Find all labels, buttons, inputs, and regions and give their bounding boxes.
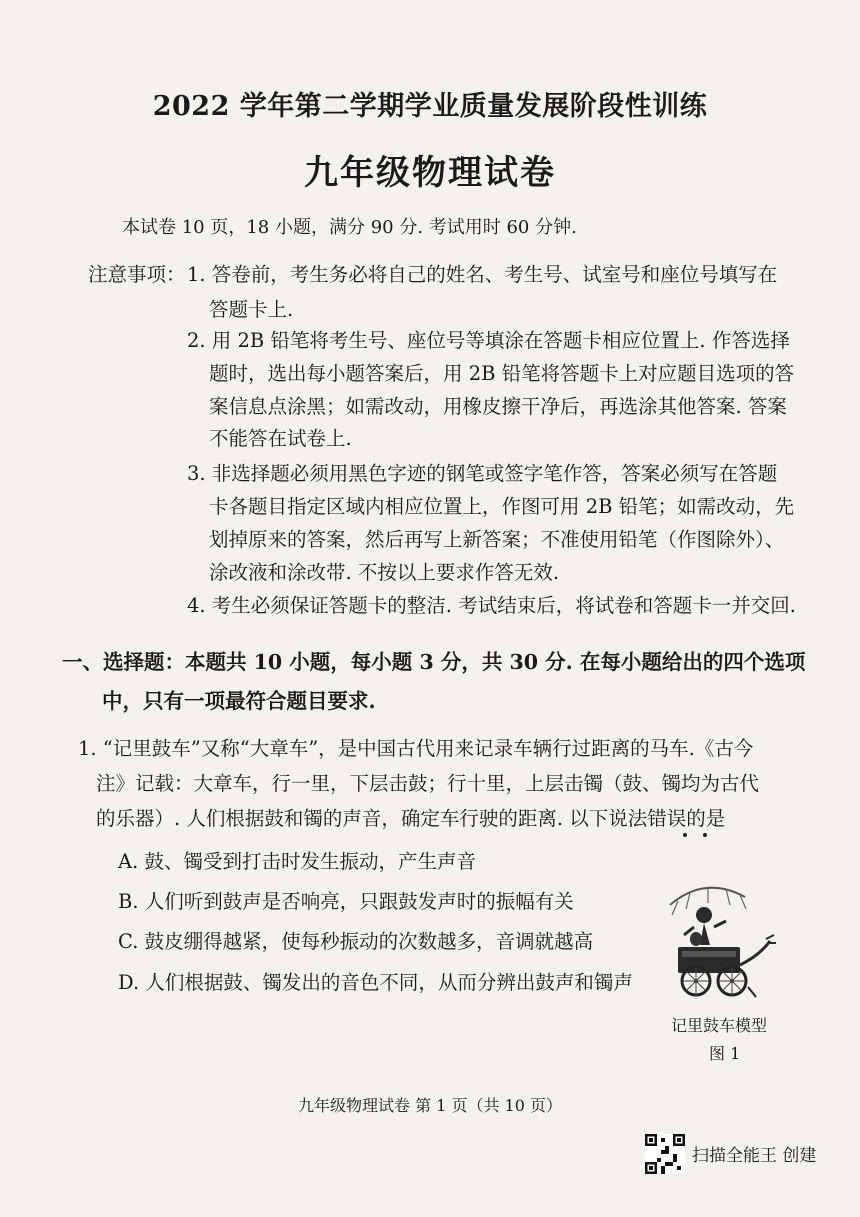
notice-label: 注意事项：: [88, 263, 186, 286]
notice-line: 不能答在试卷上.: [209, 427, 352, 450]
question-text: 注》记载：大章车，行一里，下层击鼓；行十里，上层击镯（鼓、镯均为古代: [96, 772, 760, 795]
emphasis-dot: [683, 833, 687, 837]
exam-meta: 本试卷 10 页，18 小题，满分 90 分. 考试用时 60 分钟.: [122, 217, 577, 238]
notice-line: 卡各题目指定区域内相应位置上，作图可用 2B 铅笔；如需改动，先: [209, 495, 795, 518]
notice-line: 涂改液和涂改带. 不按以上要求作答无效.: [209, 561, 560, 584]
option-a: A. 鼓、镯受到打击时发生振动，产生声音: [118, 850, 476, 873]
section-heading: 一、选择题：本题共 10 小题，每小题 3 分，共 30 分. 在每小题给出的四个选项: [62, 650, 806, 674]
figure-label: 图 1: [709, 1044, 741, 1063]
notice-line: 答题卡上.: [209, 298, 294, 321]
qr-code-icon: [645, 1134, 685, 1174]
notice-line: 4. 考生必须保证答题卡的整洁. 考试结束后，将试卷和答题卡一并交回.: [187, 594, 796, 617]
page-footer: 九年级物理试卷 第 1 页（共 10 页）: [298, 1096, 562, 1115]
option-d: D. 人们根据鼓、镯发出的音色不同，从而分辨出鼓声和镯声: [118, 971, 633, 994]
drum-cart-figure: [660, 875, 780, 1005]
figure-caption: 记里鼓车模型: [671, 1016, 768, 1035]
option-b: B. 人们听到鼓声是否响亮，只跟鼓发声时的振幅有关: [118, 890, 574, 913]
section-heading-cont: 中，只有一项最符合题目要求.: [102, 689, 376, 713]
notice-line: 3. 非选择题必须用黑色字迹的钢笔或签字笔作答，答案必须写在答题: [187, 462, 778, 485]
notice-line: 案信息点涂黑；如需改动，用橡皮擦干净后，再选涂其他答案. 答案: [209, 395, 787, 418]
question-text: 的乐器）. 人们根据鼓和镯的声音，确定车行驶的距离. 以下说法错误的是: [96, 807, 726, 830]
notice-line: 划掉原来的答案，然后再写上新答案；不准使用铅笔（作图除外）、: [209, 528, 785, 551]
emphasis-dot: [703, 833, 707, 837]
scanner-watermark: 扫描全能王 创建: [692, 1146, 817, 1166]
exam-title: 2022 学年第二学期学业质量发展阶段性训练: [152, 91, 708, 122]
notice-line: 2. 用 2B 铅笔将考生号、座位号等填涂在答题卡相应位置上. 作答选择: [187, 329, 790, 352]
notice-line: 题时，选出每小题答案后，用 2B 铅笔将答题卡上对应题目选项的答: [209, 362, 795, 385]
notice-line: 1. 答卷前，考生务必将自己的姓名、考生号、试室号和座位号填写在: [187, 263, 778, 286]
option-c: C. 鼓皮绷得越紧，使每秒振动的次数越多，音调就越高: [118, 930, 594, 953]
exam-subtitle: 九年级物理试卷: [304, 153, 556, 193]
question-text: 1. “记里鼓车”又称“大章车”，是中国古代用来记录车辆行过距离的马车.《古今: [78, 737, 754, 760]
